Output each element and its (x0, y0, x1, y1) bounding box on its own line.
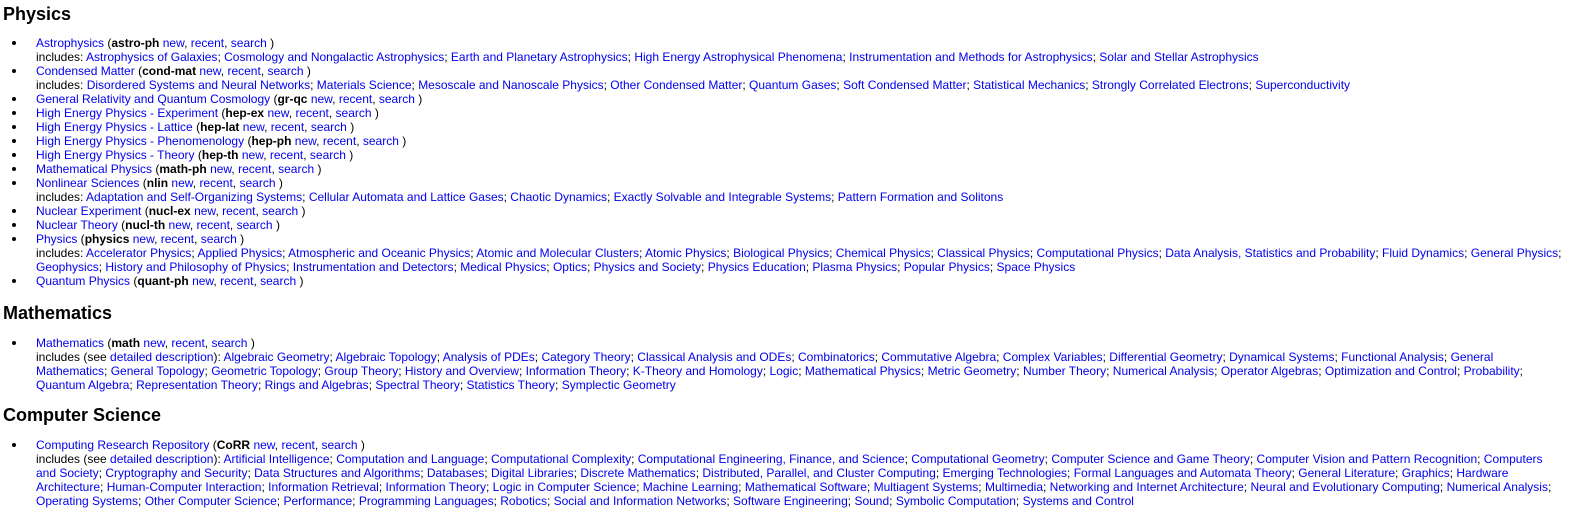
subject-link[interactable]: Earth and Planetary Astrophysics (450, 50, 628, 64)
includes-line: includes: Disordered Systems and Neural Networks; Materials Science; Mesoscale and Nanoscale Physics; Other Condensed Matter; Quantum Gases; Soft Condensed Matter; Statistical Mechanics; Strongly Correlated Electrons; Superconductivity (36, 78, 1351, 92)
search-link[interactable]: search (378, 92, 415, 106)
archive-item: Nonlinear Sciences (nlin new, recent, search ) includes: Adaptation and Self-Organizing Systems; Cellular Automata and Lattice Gases; Chaotic Dynamics; Exactly Solvable and Integrable Systems; Pattern Formation and Solitons (36, 176, 1565, 204)
search-link[interactable]: search (310, 120, 347, 134)
archive-code: hep-ex (225, 106, 265, 120)
archive-name-link[interactable]: Nuclear Theory (36, 218, 118, 232)
archive-item: Astrophysics (astro-ph new, recent, search ) includes: Astrophysics of Galaxies; Cosmology and Nongalactic Astrophysics; Earth and Planetary Astrophysics; High Energy Astrophysical Phenomena; Instrumentation and Methods for Astrophysics; Solar and Stellar Astrophysics (36, 36, 1565, 64)
archive-name-link[interactable]: General Relativity and Quantum Cosmology (36, 92, 271, 106)
archive-code: cond-mat (142, 64, 197, 78)
subject-link[interactable]: History and Philosophy of Physics (105, 260, 287, 274)
includes-line: includes (see detailed description): Artificial Intelligence; Computation and Language; Computational Complexity; Computational Engineering, Finance, and Science; Computational Geometry; Computer Science and Game Theory; Computer Vision and Pattern Recognition; Computers and Society; Cryptography and Security; Data Structures and Algorithms; Databases; Digital Libraries; Discrete Mathematics; Distributed, Parallel, and Cluster Computing; Emerging Technologies; Formal Languages and Automata Theory; General Literature; Graphics; Hardware Architecture; Human-Computer Interaction; Information Retrieval; Information Theory; Logic in Computer Science; Machine Learning; Mathematical Software; Multiagent Systems; Multimedia; Networking and Internet Architecture; Neural and Evolutionary Computing; Numerical Analysis; Operating Systems; Other Computer Science; Performance; Programming Languages; Robotics; Social and Information Networks; Software Engineering; Sound; Symbolic Computation; Systems and Control (36, 452, 1552, 508)
subject-link[interactable]: Dynamical Systems (1229, 350, 1335, 364)
subject-link[interactable]: Popular Physics (903, 260, 990, 274)
subject-link[interactable]: Materials Science (316, 78, 412, 92)
subject-link[interactable]: Physics Education (707, 260, 806, 274)
recent-link[interactable]: recent (238, 162, 272, 176)
recent-link[interactable]: recent (190, 36, 225, 50)
subject-link[interactable]: Classical Physics (937, 246, 1030, 260)
subject-link[interactable]: Differential Geometry (1109, 350, 1223, 364)
archive-name-link[interactable]: Physics (36, 232, 78, 246)
subject-link[interactable]: Other Computer Science (144, 494, 277, 508)
subject-link[interactable]: Analysis of PDEs (442, 350, 535, 364)
new-link[interactable]: new (294, 134, 317, 148)
recent-link[interactable]: recent (269, 148, 304, 162)
subject-link[interactable]: Symplectic Geometry (561, 378, 676, 392)
subject-link[interactable]: Number Theory (1022, 364, 1107, 378)
recent-link[interactable]: recent (160, 232, 195, 246)
subject-link[interactable]: Spectral Theory (375, 378, 460, 392)
subject-link[interactable]: Computational Physics (1036, 246, 1159, 260)
includes-line: includes: Adaptation and Self-Organizing Systems; Cellular Automata and Lattice Gases; Chaotic Dynamics; Exactly Solvable and Integrable Systems; Pattern Formation and Solitons (36, 190, 1004, 204)
archive-code: CoRR (216, 438, 251, 452)
recent-link[interactable]: recent (338, 92, 373, 106)
archive-item: High Energy Physics - Theory (hep-th new, recent, search ) (36, 148, 1565, 162)
archive-list (3, 36, 1565, 288)
new-link[interactable]: new (192, 274, 214, 288)
new-link[interactable]: new (199, 64, 221, 78)
recent-link[interactable]: recent (196, 218, 230, 232)
subject-link[interactable]: Adaptation and Self-Organizing Systems (86, 190, 303, 204)
archive-name-link[interactable]: Nuclear Experiment (36, 204, 142, 218)
subject-link[interactable]: Category Theory (541, 350, 631, 364)
subject-link[interactable]: Geophysics (36, 260, 99, 274)
archive-code: math-ph (159, 162, 207, 176)
subject-link[interactable]: Operator Algebras (1220, 364, 1319, 378)
subject-link[interactable]: Multiagent Systems (873, 480, 979, 494)
section-title: Computer Science (3, 405, 162, 425)
archive-item: High Energy Physics - Phenomenology (hep-ph new, recent, search ) (36, 134, 1565, 148)
archive-item: General Relativity and Quantum Cosmology (gr-qc new, recent, search ) (36, 92, 1565, 106)
includes-line: includes: Astrophysics of Galaxies; Cosmology and Nongalactic Astrophysics; Earth and Planetary Astrophysics; High Energy Astrophysical Phenomena; Instrumentation and Methods for Astrophysics; Solar and Stellar Astrophysics (36, 50, 1259, 64)
subject-link[interactable]: Numerical Analysis (1112, 364, 1215, 378)
subject-link[interactable]: Functional Analysis (1341, 350, 1444, 364)
search-link[interactable]: search (260, 274, 297, 288)
search-link[interactable]: search (200, 232, 237, 246)
subject-link[interactable]: Chemical Physics (835, 246, 931, 260)
subject-link[interactable]: Commutative Algebra (881, 350, 997, 364)
subject-link[interactable]: Logic in Computer Science (492, 480, 637, 494)
recent-link[interactable]: recent (295, 106, 329, 120)
recent-link[interactable]: recent (281, 438, 315, 452)
subject-link[interactable]: Astrophysics of Galaxies (86, 50, 218, 64)
subject-link[interactable]: Symbolic Computation (895, 494, 1016, 508)
includes-label-suffix: ): (213, 350, 224, 364)
subject-link[interactable]: General Topology (110, 364, 205, 378)
subject-link[interactable]: Emerging Technologies (942, 466, 1068, 480)
subject-link[interactable]: Computation and Language (336, 452, 485, 466)
subject-link[interactable]: Probability (1463, 364, 1520, 378)
subject-link[interactable]: Cryptography and Security (105, 466, 248, 480)
includes-label: includes: (36, 50, 87, 64)
new-link[interactable]: new (241, 148, 264, 162)
new-link[interactable]: new (194, 204, 216, 218)
subject-link[interactable]: Networking and Internet Architecture (1049, 480, 1244, 494)
archive-item: Mathematical Physics (math-ph new, recent, search ) (36, 162, 1565, 176)
archive-name-link[interactable]: Mathematical Physics (36, 162, 153, 176)
subject-link[interactable]: Computational Engineering, Finance, and Science (637, 452, 905, 466)
section-title: Physics (3, 4, 72, 24)
archive-item: Quantum Physics (quant-ph new, recent, search ) (36, 274, 1565, 288)
archive-code: nucl-th (125, 218, 166, 232)
subject-link[interactable]: Rings and Algebras (264, 378, 369, 392)
archive-name-link[interactable]: Computing Research Repository (36, 438, 210, 452)
search-link[interactable]: search (278, 162, 315, 176)
subject-link[interactable]: Space Physics (996, 260, 1076, 274)
subject-link[interactable]: Social and Information Networks (553, 494, 727, 508)
new-link[interactable]: new (310, 92, 333, 106)
recent-link[interactable]: recent (227, 64, 261, 78)
subject-link[interactable]: Information Retrieval (268, 480, 379, 494)
subject-link[interactable]: Combinatorics (798, 350, 875, 364)
subject-link[interactable]: Cosmology and Nongalactic Astrophysics (224, 50, 445, 64)
subject-link[interactable]: Systems and Control (1022, 494, 1134, 508)
search-link[interactable]: search (335, 106, 372, 120)
archive-item: High Energy Physics - Experiment (hep-ex new, recent, search ) (36, 106, 1565, 120)
subject-link[interactable]: Medical Physics (460, 260, 547, 274)
archive-code: astro-ph (111, 36, 160, 50)
archive-code: nucl-ex (148, 204, 191, 218)
includes-label: includes: (36, 190, 87, 204)
subject-link[interactable]: Mathematical Physics (804, 364, 921, 378)
subject-link[interactable]: Atomic Physics (645, 246, 727, 260)
subject-link[interactable]: Sound (854, 494, 890, 508)
new-link[interactable]: new (162, 36, 185, 50)
includes-line: includes: Accelerator Physics; Applied Physics; Atmospheric and Oceanic Physics; Atomic and Molecular Clusters; Atomic Physics; Biological Physics; Chemical Physics; Classical Physics; Computational Physics; Data Analysis, Statistics and Probability; Fluid Dynamics; General Physics; Geophysics; History and Philosophy of Physics; Instrumentation and Detectors; Medical Physics; Optics; Physics and Society; Physics Education; Plasma Physics; Popular Physics; Space Physics (36, 246, 1562, 274)
detailed-description-link[interactable]: detailed description (110, 350, 214, 364)
archive-code: hep-th (201, 148, 239, 162)
subject-link[interactable]: Multimedia (984, 480, 1043, 494)
subject-link[interactable]: Computers and Society (36, 452, 1543, 480)
archive-item: High Energy Physics - Lattice (hep-lat new, recent, search ) (36, 120, 1565, 134)
recent-link[interactable]: recent (220, 274, 254, 288)
subject-link[interactable]: Distributed, Parallel, and Cluster Computing (702, 466, 936, 480)
search-link[interactable]: search (211, 336, 248, 350)
subject-link[interactable]: Computational Geometry (911, 452, 1045, 466)
subject-link[interactable]: Physics and Society (593, 260, 702, 274)
subject-link[interactable]: Discrete Mathematics (580, 466, 696, 480)
subject-link[interactable]: Accelerator Physics (86, 246, 192, 260)
subject-link[interactable]: Instrumentation and Detectors (292, 260, 454, 274)
subject-link[interactable]: Strongly Correlated Electrons (1091, 78, 1249, 92)
archive-code: nlin (146, 176, 169, 190)
new-link[interactable]: new (210, 162, 232, 176)
detailed-description-link[interactable]: detailed description (110, 452, 214, 466)
subject-link[interactable]: Formal Languages and Automata Theory (1073, 466, 1292, 480)
subject-link[interactable]: Plasma Physics (812, 260, 898, 274)
archive-list (3, 336, 1565, 392)
subject-link[interactable]: Computational Complexity (491, 452, 632, 466)
section-physics (3, 0, 1565, 288)
subject-link[interactable]: Statistical Mechanics (973, 78, 1086, 92)
subject-link[interactable]: Programming Languages (358, 494, 494, 508)
archive-name-link[interactable]: Nonlinear Sciences (36, 176, 140, 190)
subject-link[interactable]: Complex Variables (1002, 350, 1103, 364)
archive-name-link[interactable]: Quantum Physics (36, 274, 131, 288)
subject-link[interactable]: General Physics (1470, 246, 1559, 260)
search-link[interactable]: search (321, 438, 358, 452)
search-link[interactable]: search (236, 218, 273, 232)
archive-name-link[interactable]: High Energy Physics - Lattice (36, 120, 193, 134)
subject-link[interactable]: Statistics Theory (466, 378, 556, 392)
archive-item: Mathematics (math new, recent, search ) includes (see detailed description): Algebraic Geometry; Algebraic Topology; Analysis of PDEs; Category Theory; Classical Analysis and ODEs; Combinatorics; Commutative Algebra; Complex Variables; Differential Geometry; Dynamical Systems; Functional Analysis; General Mathematics; General Topology; Geometric Topology; Group Theory; History and Overview; Information Theory; K-Theory and Homology; Logic; Mathematical Physics; Metric Geometry; Number Theory; Numerical Analysis; Operator Algebras; Optimization and Control; Probability; Quantum Algebra; Representation Theory; Rings and Algebras; Spectral Theory; Statistics Theory; Symplectic Geometry (36, 336, 1565, 392)
subject-link[interactable]: Operating Systems (36, 494, 139, 508)
subject-link[interactable]: Exactly Solvable and Integrable Systems (613, 190, 832, 204)
search-link[interactable]: search (362, 134, 399, 148)
subject-link[interactable]: K-Theory and Homology (632, 364, 763, 378)
archive-item: Nuclear Theory (nucl-th new, recent, search ) (36, 218, 1565, 232)
subject-link[interactable]: Pattern Formation and Solitons (837, 190, 1004, 204)
archive-item: Physics (physics new, recent, search ) includes: Accelerator Physics; Applied Physics; Atmospheric and Oceanic Physics; Atomic and Molecular Clusters; Atomic Physics; Biological Physics; Chemical Physics; Classical Physics; Computational Physics; Data Analysis, Statistics and Probability; Fluid Dynamics; General Physics; Geophysics; History and Philosophy of Physics; Instrumentation and Detectors; Medical Physics; Optics; Physics and Society; Physics Education; Plasma Physics; Popular Physics; Space Physics (36, 232, 1565, 274)
subject-link[interactable]: Atmospheric and Oceanic Physics (288, 246, 471, 260)
subject-link[interactable]: High Energy Astrophysical Phenomena (634, 50, 843, 64)
recent-link[interactable]: recent (199, 176, 233, 190)
new-link[interactable]: new (242, 120, 265, 134)
recent-link[interactable]: recent (322, 134, 357, 148)
subject-link[interactable]: Quantum Gases (749, 78, 837, 92)
includes-label: includes: (36, 78, 87, 92)
subject-link[interactable]: Metric Geometry (927, 364, 1017, 378)
subject-link[interactable]: Data Structures and Algorithms (254, 466, 421, 480)
archive-name-link[interactable]: Mathematics (36, 336, 105, 350)
subject-link[interactable]: Mesoscale and Nanoscale Physics (418, 78, 604, 92)
subject-link[interactable]: General Mathematics (36, 350, 1494, 378)
search-link[interactable]: search (239, 176, 276, 190)
subject-link[interactable]: Neural and Evolutionary Computing (1250, 480, 1440, 494)
archive-name-link[interactable]: Astrophysics (36, 36, 105, 50)
subject-link[interactable]: Information Theory (525, 364, 627, 378)
subject-link[interactable]: Quantum Algebra (36, 378, 130, 392)
subject-link[interactable]: Machine Learning (642, 480, 739, 494)
subject-link[interactable]: Chaotic Dynamics (510, 190, 607, 204)
archive-item: Condensed Matter (cond-mat new, recent, search ) includes: Disordered Systems and Neural Networks; Materials Science; Mesoscale and Nanoscale Physics; Other Condensed Matter; Quantum Gases; Soft Condensed Matter; Statistical Mechanics; Strongly Correlated Electrons; Superconductivity (36, 64, 1565, 92)
subject-link[interactable]: Graphics (1401, 466, 1450, 480)
subject-link[interactable]: Fluid Dynamics (1382, 246, 1465, 260)
subject-link[interactable]: Optics (552, 260, 587, 274)
subject-link[interactable]: Databases (426, 466, 485, 480)
subject-link[interactable]: Other Condensed Matter (610, 78, 743, 92)
subject-link[interactable]: Algebraic Geometry (223, 350, 330, 364)
subject-link[interactable]: History and Overview (404, 364, 519, 378)
includes-label: includes (see (36, 350, 111, 364)
search-link[interactable]: search (267, 64, 304, 78)
archive-code: math (111, 336, 141, 350)
recent-link[interactable]: recent (270, 120, 305, 134)
includes-label: includes (see (36, 452, 111, 466)
archive-code: hep-ph (251, 134, 292, 148)
subject-link[interactable]: Instrumentation and Methods for Astrophysics (849, 50, 1093, 64)
new-link[interactable]: new (143, 336, 165, 350)
archive-code: hep-lat (200, 120, 240, 134)
subject-link[interactable]: Algebraic Topology (335, 350, 437, 364)
subject-link[interactable]: Digital Libraries (490, 466, 574, 480)
subject-link[interactable]: Performance (283, 494, 353, 508)
new-link[interactable]: new (267, 106, 289, 120)
subject-link[interactable]: Biological Physics (733, 246, 830, 260)
subject-link[interactable]: Logic (769, 364, 799, 378)
subject-link[interactable]: Numerical Analysis (1446, 480, 1548, 494)
archive-code: quant-ph (137, 274, 189, 288)
subject-link[interactable]: Geometric Topology (211, 364, 318, 378)
subject-link[interactable]: General Literature (1298, 466, 1396, 480)
new-link[interactable]: new (168, 218, 190, 232)
new-link[interactable]: new (132, 232, 155, 246)
subject-link[interactable]: Robotics (500, 494, 547, 508)
subject-link[interactable]: Atomic and Molecular Clusters (476, 246, 640, 260)
includes-label-suffix: ): (213, 452, 224, 466)
archive-code: gr-qc (277, 92, 308, 106)
subject-link[interactable]: Software Engineering (733, 494, 848, 508)
subject-link[interactable]: Computer Science and Game Theory (1051, 452, 1250, 466)
archive-list (3, 438, 1565, 508)
new-link[interactable]: new (253, 438, 275, 452)
includes-line: includes (see detailed description): Algebraic Geometry; Algebraic Topology; Analysis of PDEs; Category Theory; Classical Analysis and ODEs; Combinatorics; Commutative Algebra; Complex Variables; Differential Geometry; Dynamical Systems; Functional Analysis; General Mathematics; General Topology; Geometric Topology; Group Theory; History and Overview; Information Theory; K-Theory and Homology; Logic; Mathematical Physics; Metric Geometry; Number Theory; Numerical Analysis; Operator Algebras; Optimization and Control; Probability; Quantum Algebra; Representation Theory; Rings and Algebras; Spectral Theory; Statistics Theory; Symplectic Geometry (36, 350, 1524, 392)
subject-link[interactable]: Solar and Stellar Astrophysics (1099, 50, 1259, 64)
archive-item: Nuclear Experiment (nucl-ex new, recent, search ) (36, 204, 1565, 218)
section-title: Mathematics (3, 303, 113, 323)
subject-link[interactable]: Representation Theory (136, 378, 258, 392)
archive-name-link[interactable]: Condensed Matter (36, 64, 135, 78)
search-link[interactable]: search (309, 148, 346, 162)
archive-name-link[interactable]: High Energy Physics - Phenomenology (36, 134, 245, 148)
subject-link[interactable]: Superconductivity (1255, 78, 1351, 92)
includes-label: includes: (36, 246, 87, 260)
section-computer-science (3, 405, 1565, 508)
subject-link[interactable]: Cellular Automata and Lattice Gases (308, 190, 504, 204)
subject-link[interactable]: Artificial Intelligence (223, 452, 330, 466)
archive-name-link[interactable]: High Energy Physics - Theory (36, 148, 195, 162)
subject-link[interactable]: Data Analysis, Statistics and Probability (1165, 246, 1376, 260)
subject-link[interactable]: Soft Condensed Matter (843, 78, 967, 92)
archive-item: Computing Research Repository (CoRR new, recent, search ) includes (see detailed description): Artificial Intelligence; Computation and Language; Computational Complexity; Computational Engineering, Finance, and Science; Computational Geometry; Computer Science and Game Theory; Computer Vision and Pattern Recognition; Computers and Society; Cryptography and Security; Data Structures and Algorithms; Databases; Digital Libraries; Discrete Mathematics; Distributed, Parallel, and Cluster Computing; Emerging Technologies; Formal Languages and Automata Theory; General Literature; Graphics; Hardware Architecture; Human-Computer Interaction; Information Retrieval; Information Theory; Logic in Computer Science; Machine Learning; Mathematical Software; Multiagent Systems; Multimedia; Networking and Internet Architecture; Neural and Evolutionary Computing; Numerical Analysis; Operating Systems; Other Computer Science; Performance; Programming Languages; Robotics; Social and Information Networks; Software Engineering; Sound; Symbolic Computation; Systems and Control (36, 438, 1565, 508)
recent-link[interactable]: recent (171, 336, 205, 350)
subject-link[interactable]: Disordered Systems and Neural Networks (86, 78, 311, 92)
archive-code: physics (84, 232, 130, 246)
search-link[interactable]: search (230, 36, 267, 50)
new-link[interactable]: new (171, 176, 193, 190)
section-mathematics (3, 303, 1565, 392)
search-link[interactable]: search (262, 204, 299, 218)
subject-link[interactable]: Classical Analysis and ODEs (637, 350, 792, 364)
recent-link[interactable]: recent (222, 204, 256, 218)
subject-link[interactable]: Human-Computer Interaction (106, 480, 262, 494)
subject-link[interactable]: Applied Physics (197, 246, 283, 260)
subject-link[interactable]: Hardware Architecture (36, 466, 1509, 494)
subject-link[interactable]: Group Theory (324, 364, 399, 378)
subject-link[interactable]: Optimization and Control (1324, 364, 1457, 378)
archive-name-link[interactable]: High Energy Physics - Experiment (36, 106, 219, 120)
subject-link[interactable]: Computer Vision and Pattern Recognition (1256, 452, 1478, 466)
subject-link[interactable]: Information Theory (385, 480, 486, 494)
subject-link[interactable]: Mathematical Software (744, 480, 867, 494)
